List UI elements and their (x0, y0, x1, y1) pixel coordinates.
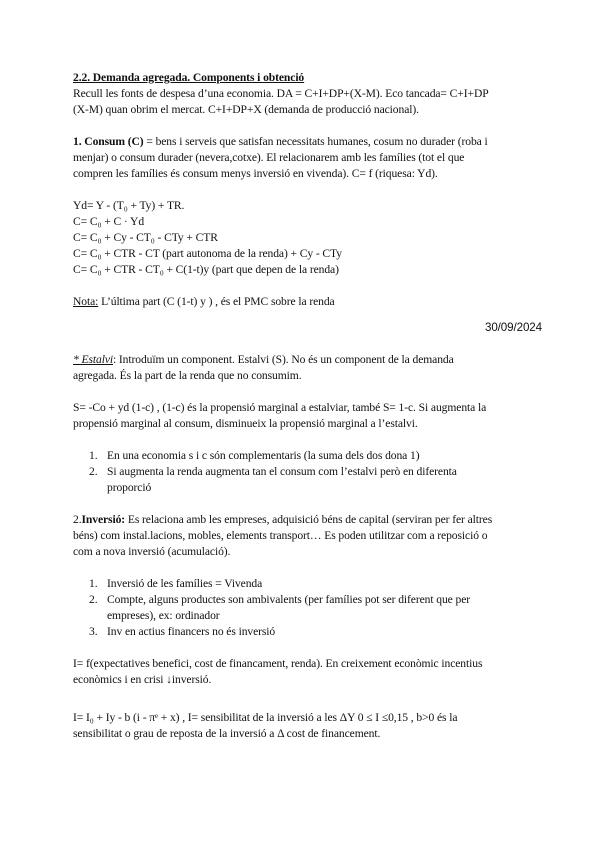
intro-line: Recull les fonts de despesa d’una economia. DA = C+I+DP+(X-M). Eco tancada= C+I+DP (73, 87, 489, 100)
list-item: 2. Compte, alguns productes son ambivalents (per famílies pot ser diferent que per empreses), ex: ordinador (89, 593, 470, 622)
inversio-formula-line: I= I₀ + Iy - b (i - πᵉ + x) , I= sensibilitat de la inversió a les ΔY 0 ≤ I ≤0,15 , b>0 és la (73, 711, 458, 724)
inversio-list (73, 576, 535, 640)
list-item: 1. Inversió de les famílies = Vivenda (89, 577, 263, 590)
consum-formula: C= C₀ + C · Yd (73, 215, 145, 228)
estalvi-label: * Estalvi (73, 353, 113, 366)
consum-note (73, 294, 535, 310)
list-item: 3. Inv en actius financers no és inversió (89, 625, 276, 638)
consum-formula: C= C₀ + CTR - CT (part autonoma de la renda) + Cy - CTy (73, 247, 342, 260)
inversio-line: béns) com instal.lacions, mobles, elements transport… Es poden utilitzar com a reposició o (73, 529, 488, 542)
estalvi-line: : Introduïm un component. Estalvi (S). No és un component de la demanda (113, 353, 454, 366)
consum-heading: 1. Consum (C) (73, 135, 144, 148)
consum-formula: C= C₀ + Cy - CT₀ - CTy + CTR (73, 231, 218, 244)
inversio-formula-line: sensibilitat o grau de reposta de la inversió a Δ cost de financement. (73, 727, 381, 740)
note-label: Nota: (73, 295, 99, 308)
consum-paragraph (73, 134, 535, 150)
inversio-line: com a nova inversió (acumulació). (73, 545, 231, 558)
estalvi-formula-line: S= -Co + yd (1-c) , (1-c) és la propensió marginal a estalviar, també S= 1-c. Si augmenta la (73, 401, 487, 414)
consum-line: compren les famílies és consum menys inversió en vivenda). C= f (riquesa: Yd). (73, 167, 438, 180)
consum-line: = bens i serveis que satisfan necessitats humanes, cosum no durader (roba i (143, 135, 488, 148)
date-stamp: 30/09/2024 (484, 321, 542, 334)
inversio-function-line: econòmics i en crisi ↓inversió. (73, 673, 212, 686)
estalvi-formula-line: propensió marginal al consum, disminueix la propensió marginal a l’estalvi. (73, 417, 418, 430)
note-text: L’última part (C (1-t) y ) , és el PMC sobre la renda (98, 295, 335, 308)
consum-formula: Yd= Y - (T₀ + Ty) + TR. (73, 199, 185, 212)
estalvi-line: agregada. És la part de la renda que no consumim. (73, 369, 302, 382)
consum-line: menjar) o consum durader (nevera,cotxe). El relacionarem amb les famílies (tot el que (73, 151, 465, 164)
consum-formula: C= C₀ + CTR - CT₀ + C(1-t)y (part que depen de la renda) (73, 263, 339, 276)
inversio-prefix: 2. (73, 513, 82, 526)
inversio-function-line: I= f(expectatives benefici, cost de financament, renda). En creixement econòmic incentius (73, 657, 483, 670)
document-page (73, 70, 542, 742)
inversio-line: Es relaciona amb les empreses, adquisició béns de capital (serviran per fer altres (125, 513, 493, 526)
list-item: 1. En una economia s i c són complementaris (la suma dels dos dona 1) (89, 449, 420, 462)
estalvi-list (73, 448, 535, 496)
intro-line: (X-M) quan obrim el mercat. C+I+DP+X (demanda de producció nacional). (73, 103, 419, 116)
inversio-paragraph (73, 512, 535, 528)
list-item: 2. Si augmenta la renda augmenta tan el consum com l’estalvi però en diferenta proporció (89, 465, 457, 494)
estalvi-paragraph (73, 352, 535, 368)
inversio-heading: Inversió: (81, 513, 126, 526)
section-title: 2.2. Demanda agregada. Components i obtenció (73, 71, 305, 84)
